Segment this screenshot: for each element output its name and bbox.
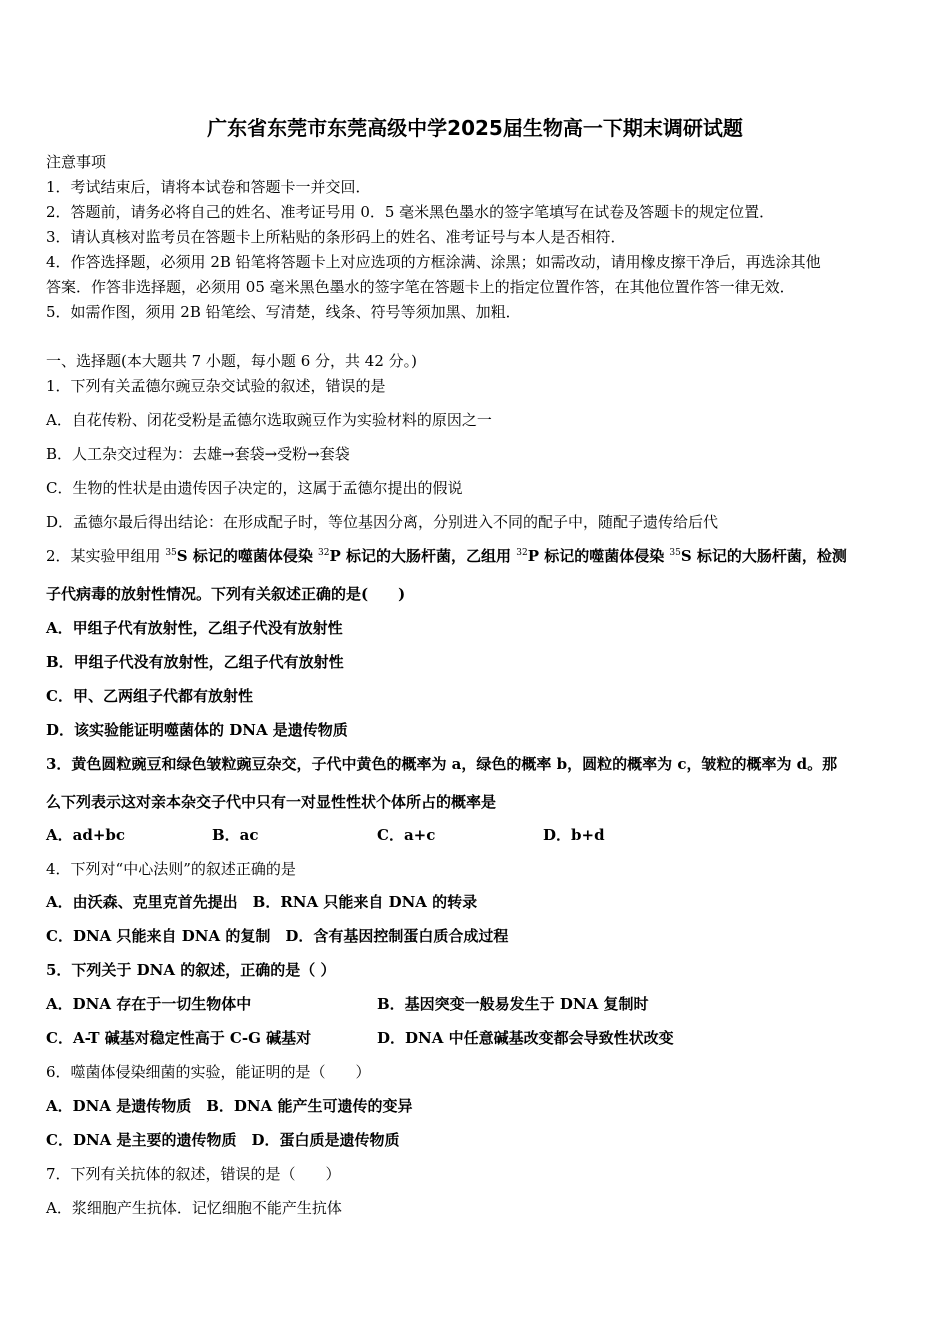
notice-item: 2．答题前，请务必将自己的姓名、准考证号用 0．5 毫米黑色墨水的签字笔填写在试卷及答题卡的规定位置． bbox=[46, 203, 775, 221]
question-3-stem-cont: 么下列表示这对亲本杂交子代中只有一对显性性状个体所占的概率是 bbox=[46, 793, 497, 811]
notice-heading: 注意事项 bbox=[46, 153, 107, 171]
isotope-superscript: 35 bbox=[669, 548, 681, 558]
question-6-options-ab: A．DNA 是遗传物质 B．DNA 能产生可遗传的变异 bbox=[46, 1097, 413, 1115]
question-7-option-a: A．浆细胞产生抗体．记忆细胞不能产生抗体 bbox=[46, 1199, 342, 1217]
question-2-stem bbox=[46, 546, 912, 566]
stem-text: 2．某实验甲组用 bbox=[46, 547, 166, 565]
question-5-option-a: A．DNA 存在于一切生物体中 bbox=[46, 995, 252, 1013]
question-4-stem: 4．下列对“中心法则”的叙述正确的是 bbox=[46, 860, 296, 878]
question-2-option-c: C．甲、乙两组子代都有放射性 bbox=[46, 687, 253, 705]
question-3-option-d: D．b+d bbox=[543, 826, 605, 844]
question-6-stem: 6．噬菌体侵染细菌的实验，能证明的是（ ） bbox=[46, 1063, 371, 1081]
page-title: 广东省东莞市东莞高级中学2025届生物高一下期末调研试题 bbox=[207, 116, 743, 140]
question-3-stem: 3．黄色圆粒豌豆和绿色皱粒豌豆杂交，子代中黄色的概率为 a，绿色的概率 b，圆粒的概率为 c，皱粒的概率为 d。那 bbox=[46, 755, 838, 773]
section-heading: 一、选择题(本大题共 7 小题，每小题 6 分，共 42 分。) bbox=[46, 352, 417, 370]
question-3-option-c: C．a+c bbox=[377, 826, 436, 844]
stem-text: P 标记的大肠杆菌，乙组用 bbox=[329, 547, 517, 565]
isotope-superscript: 35 bbox=[165, 548, 177, 558]
stem-text: S 标记的噬菌体侵染 bbox=[176, 547, 319, 565]
question-1-stem: 1．下列有关孟德尔豌豆杂交试验的叙述，错误的是 bbox=[46, 377, 386, 395]
question-2-option-d: D．该实验能证明噬菌体的 DNA 是遗传物质 bbox=[46, 721, 348, 739]
notice-item: 3．请认真核对监考员在答题卡上所粘贴的条形码上的姓名、准考证号与本人是否相符． bbox=[46, 228, 626, 246]
question-1-option-c: C．生物的性状是由遗传因子决定的，这属于孟德尔提出的假说 bbox=[46, 479, 463, 497]
stem-text: S 标记的大肠杆菌，检测 bbox=[680, 547, 847, 565]
question-1-option-d: D．孟德尔最后得出结论：在形成配子时，等位基因分离，分别进入不同的配子中，随配子遗传给后代 bbox=[46, 513, 719, 531]
question-7-stem: 7．下列有关抗体的叙述，错误的是（ ） bbox=[46, 1165, 341, 1183]
question-2-stem-cont: 子代病毒的放射性情况。下列有关叙述正确的是( ) bbox=[46, 585, 406, 603]
question-5-option-c: C．A-T 碱基对稳定性高于 C-G 碱基对 bbox=[46, 1029, 312, 1047]
question-1-option-b: B．人工杂交过程为：去雄→套袋→受粉→套袋 bbox=[46, 445, 350, 463]
question-4-options-cd: C．DNA 只能来自 DNA 的复制 D．含有基因控制蛋白质合成过程 bbox=[46, 927, 509, 945]
stem-text: P 标记的噬菌体侵染 bbox=[527, 547, 670, 565]
notice-item: 4．作答选择题，必须用 2B 铅笔将答题卡上对应选项的方框涂满、涂黑；如需改动，请用橡皮擦干净后，再选涂其他 bbox=[46, 253, 821, 271]
isotope-superscript: 32 bbox=[318, 548, 330, 558]
question-2-option-a: A．甲组子代有放射性，乙组子代没有放射性 bbox=[46, 619, 343, 637]
question-4-options-ab: A．由沃森、克里克首先提出 B．RNA 只能来自 DNA 的转录 bbox=[46, 893, 478, 911]
question-3-option-b: B．ac bbox=[212, 826, 259, 844]
question-2-option-b: B．甲组子代没有放射性，乙组子代有放射性 bbox=[46, 653, 344, 671]
question-5-option-b: B．基因突变一般易发生于 DNA 复制时 bbox=[377, 995, 649, 1013]
question-1-option-a: A．自花传粉、闭花受粉是孟德尔选取豌豆作为实验材料的原因之一 bbox=[46, 411, 492, 429]
notice-item: 答案．作答非选择题，必须用 05 毫米黑色墨水的签字笔在答题卡上的指定位置作答，在其他位置作答一律无效． bbox=[46, 278, 795, 296]
notice-item: 1．考试结束后，请将本试卷和答题卡一并交回． bbox=[46, 178, 371, 196]
question-3-option-a: A．ad+bc bbox=[46, 826, 126, 844]
notice-item: 5．如需作图，须用 2B 铅笔绘、写清楚，线条、符号等须加黑、加粗． bbox=[46, 303, 521, 321]
question-5-stem: 5．下列关于 DNA 的叙述，正确的是（ ） bbox=[46, 961, 336, 979]
question-5-option-d: D．DNA 中任意碱基改变都会导致性状改变 bbox=[377, 1029, 674, 1047]
isotope-superscript: 32 bbox=[516, 548, 528, 558]
question-6-options-cd: C．DNA 是主要的遗传物质 D．蛋白质是遗传物质 bbox=[46, 1131, 400, 1149]
